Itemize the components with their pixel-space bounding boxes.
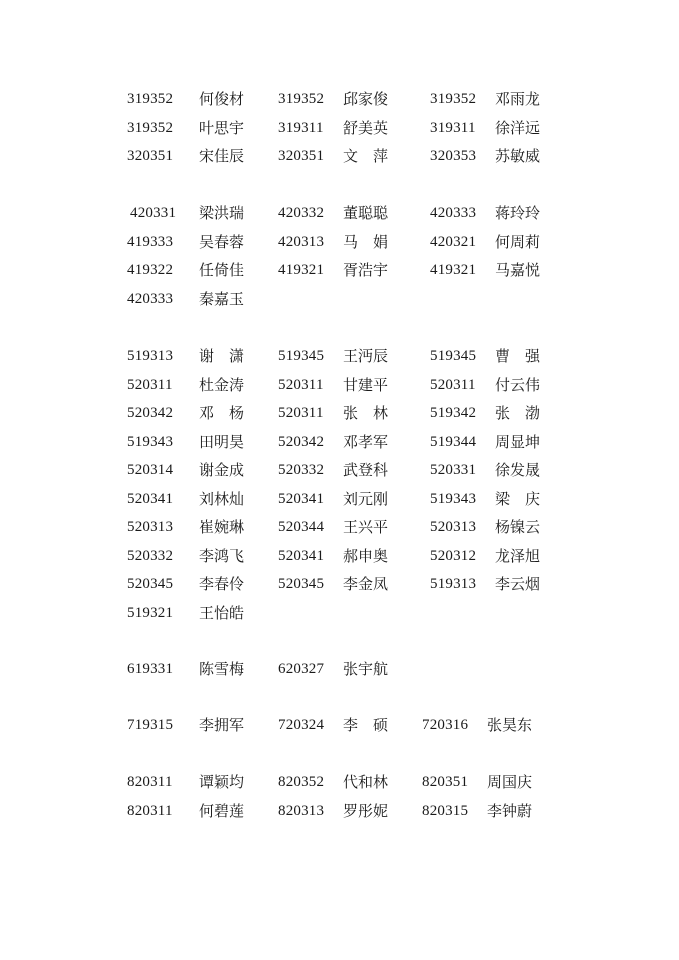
student-code: 520331 <box>430 462 477 478</box>
student-code: 719315 <box>127 717 174 733</box>
student-name: 徐洋远 <box>495 118 541 137</box>
student-name: 杨镍云 <box>495 518 541 536</box>
student-code: 419322 <box>127 262 174 278</box>
student-name: 甘建平 <box>343 375 389 394</box>
student-name: 李云烟 <box>495 575 541 593</box>
student-name: 李金凤 <box>343 575 389 593</box>
roster-row <box>0 430 679 454</box>
student-name: 董聪聪 <box>343 204 389 222</box>
student-name: 李 硕 <box>343 716 389 734</box>
student-code: 420331 <box>130 205 177 221</box>
student-code: 520312 <box>430 547 477 564</box>
student-name: 徐发晟 <box>495 461 541 479</box>
student-code: 820311 <box>127 774 173 790</box>
student-code: 320351 <box>278 148 325 164</box>
student-code: 520341 <box>278 547 325 564</box>
student-code: 620327 <box>278 661 325 677</box>
student-name: 张昊东 <box>487 716 533 734</box>
student-name: 胥浩宇 <box>343 261 389 279</box>
student-name: 龙泽旭 <box>495 546 541 565</box>
student-code: 420333 <box>127 290 174 307</box>
student-code: 520311 <box>127 376 173 393</box>
student-name: 李拥军 <box>199 716 245 734</box>
roster-row <box>0 344 679 368</box>
student-code: 520345 <box>127 576 174 592</box>
student-name: 田明昊 <box>199 432 245 451</box>
student-name: 何碧莲 <box>199 801 245 820</box>
student-name: 李春伶 <box>199 575 245 593</box>
student-name: 王怡皓 <box>199 603 245 622</box>
student-code: 519345 <box>278 348 325 364</box>
roster-row <box>0 713 679 737</box>
student-code: 520341 <box>127 490 174 507</box>
student-name: 秦嘉玉 <box>199 289 245 308</box>
roster-row <box>0 258 679 282</box>
student-name: 代和林 <box>343 773 389 791</box>
student-code: 319352 <box>278 91 325 107</box>
student-code: 319311 <box>430 119 476 136</box>
student-name: 崔婉琳 <box>199 518 245 536</box>
student-code: 720324 <box>278 717 325 733</box>
student-code: 420332 <box>278 205 325 221</box>
student-name: 邓 杨 <box>199 404 245 422</box>
student-name: 周国庆 <box>487 773 533 791</box>
student-name: 宋佳辰 <box>199 147 245 165</box>
student-name: 何周莉 <box>495 232 541 251</box>
student-code: 319311 <box>278 119 324 136</box>
student-name: 罗彤妮 <box>343 801 389 820</box>
roster-row <box>0 544 679 568</box>
student-name: 周显坤 <box>495 432 541 451</box>
student-code: 520313 <box>127 519 174 535</box>
student-code: 419321 <box>278 262 325 278</box>
student-name: 杜金涛 <box>199 375 245 394</box>
student-code: 519313 <box>127 348 174 364</box>
student-code: 420333 <box>430 205 477 221</box>
student-code: 319352 <box>127 91 174 107</box>
student-code: 520342 <box>127 405 174 421</box>
student-name: 邓孝军 <box>343 432 389 451</box>
student-code: 520311 <box>278 405 324 421</box>
student-code: 520344 <box>278 519 325 535</box>
student-name: 叶思宇 <box>199 118 245 137</box>
student-name: 张宇航 <box>343 660 389 678</box>
student-name: 郝申奥 <box>343 546 389 565</box>
student-code: 519343 <box>430 490 477 507</box>
roster-row <box>0 287 679 311</box>
student-code: 519343 <box>127 433 174 450</box>
student-code: 419333 <box>127 233 174 250</box>
student-name: 梁 庆 <box>495 489 541 508</box>
roster-row <box>0 201 679 225</box>
student-code: 520345 <box>278 576 325 592</box>
student-name: 王沔辰 <box>343 347 389 365</box>
student-code: 520313 <box>430 519 477 535</box>
student-name: 付云伟 <box>495 375 541 394</box>
student-name: 谢金成 <box>199 461 245 479</box>
roster-row <box>0 770 679 794</box>
student-code: 520311 <box>430 376 476 393</box>
student-name: 谭颖均 <box>199 773 245 791</box>
student-code: 520342 <box>278 433 325 450</box>
student-code: 520341 <box>278 490 325 507</box>
student-code: 820352 <box>278 774 325 790</box>
roster-row <box>0 601 679 625</box>
student-name: 文 萍 <box>343 147 389 165</box>
roster-row <box>0 799 679 823</box>
student-name: 陈雪梅 <box>199 660 245 678</box>
student-name: 曹 强 <box>495 347 541 365</box>
student-code: 519313 <box>430 576 477 592</box>
roster-row <box>0 458 679 482</box>
student-code: 820313 <box>278 802 325 819</box>
student-name: 吴春蓉 <box>199 232 245 251</box>
student-name: 刘林灿 <box>199 489 245 508</box>
student-code: 520332 <box>127 547 174 564</box>
roster-row <box>0 401 679 425</box>
student-name: 梁洪瑞 <box>199 204 245 222</box>
student-name: 邱家俊 <box>343 90 389 108</box>
student-code: 720316 <box>422 717 469 733</box>
student-name: 邓雨龙 <box>495 90 541 108</box>
student-code: 519345 <box>430 348 477 364</box>
student-code: 520311 <box>278 376 324 393</box>
student-name: 任倚佳 <box>199 261 245 279</box>
student-name: 何俊材 <box>199 90 245 108</box>
roster-row <box>0 87 679 111</box>
student-code: 520314 <box>127 462 174 478</box>
student-code: 319352 <box>127 119 174 136</box>
student-code: 320353 <box>430 148 477 164</box>
student-name: 马嘉悦 <box>495 261 541 279</box>
student-code: 320351 <box>127 148 174 164</box>
student-code: 619331 <box>127 661 174 677</box>
student-code: 519342 <box>430 405 477 421</box>
student-name: 蒋玲玲 <box>495 204 541 222</box>
roster-row <box>0 373 679 397</box>
student-code: 820311 <box>127 802 173 819</box>
student-code: 420321 <box>430 233 477 250</box>
student-name: 张 林 <box>343 404 389 422</box>
student-code: 520332 <box>278 462 325 478</box>
student-name: 苏敏威 <box>495 147 541 165</box>
student-code: 519344 <box>430 433 477 450</box>
student-name: 武登科 <box>343 461 389 479</box>
student-name: 刘元刚 <box>343 489 389 508</box>
roster-row <box>0 230 679 254</box>
student-name: 王兴平 <box>343 518 389 536</box>
student-code: 420313 <box>278 233 325 250</box>
roster-row <box>0 572 679 596</box>
roster-row <box>0 515 679 539</box>
roster-row <box>0 144 679 168</box>
student-code: 519321 <box>127 604 174 621</box>
student-code: 319352 <box>430 91 477 107</box>
roster-row <box>0 487 679 511</box>
student-code: 820351 <box>422 774 469 790</box>
student-name: 李钟蔚 <box>487 801 533 820</box>
student-name: 谢 潇 <box>199 347 245 365</box>
roster-row <box>0 657 679 681</box>
student-code: 419321 <box>430 262 477 278</box>
student-name: 李鸿飞 <box>199 546 245 565</box>
student-name: 张 渤 <box>495 404 541 422</box>
roster-row <box>0 116 679 140</box>
student-code: 820315 <box>422 802 469 819</box>
student-name: 马 娟 <box>343 232 389 251</box>
student-name: 舒美英 <box>343 118 389 137</box>
